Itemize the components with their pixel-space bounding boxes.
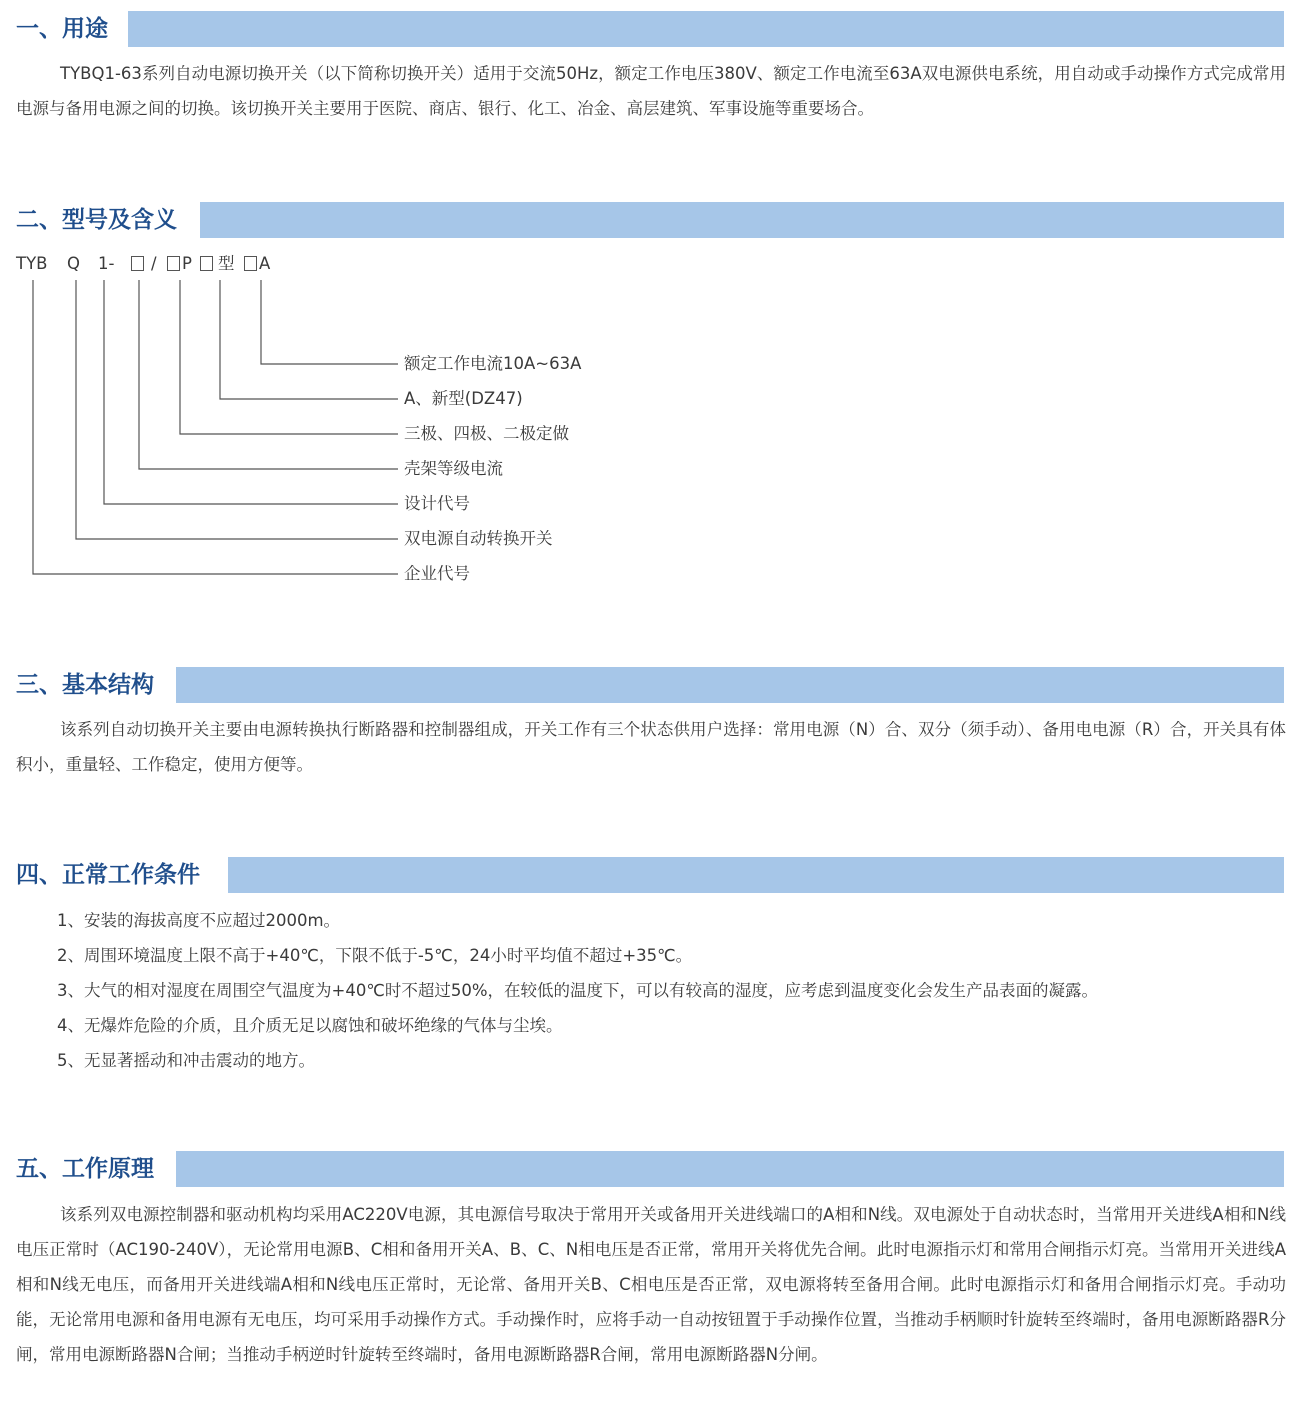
- leader-line-type: [220, 280, 398, 399]
- legend-poles: 三极、四极、二极定做: [404, 424, 569, 443]
- legend-shell: 壳架等级电流: [404, 459, 503, 478]
- list-item: 4、无爆炸危险的介质，且介质无足以腐蚀和破坏绝缘的气体与尘埃。: [57, 1016, 563, 1035]
- section-title: 二、型号及含义: [16, 202, 185, 238]
- list-item: 3、大气的相对湿度在周围空气温度为+40℃时不超过50%，在较低的温度下，可以有较高的湿度，应考虑到温度变化会发生产品表面的凝露。: [57, 981, 1099, 1000]
- leader-line-switch: [76, 280, 398, 539]
- legend-switch: 双电源自动转换开关: [404, 529, 553, 548]
- section-title: 三、基本结构: [16, 667, 162, 703]
- section-header-structure: [0, 667, 1300, 703]
- code-part-p: P: [182, 254, 192, 273]
- list-item: 2、周围环境温度上限不高于+40℃，下限不低于-5℃，24小时平均值不超过+35℃。: [57, 946, 693, 965]
- section-bar: [228, 857, 1284, 893]
- section-header-conditions: [0, 857, 1300, 893]
- list-item: 1、安装的海拔高度不应超过2000m。: [57, 911, 341, 930]
- code-part-1: 1-: [98, 254, 115, 273]
- legend-company: 企业代号: [404, 564, 470, 583]
- usage-paragraph: TYBQ1-63系列自动电源切换开关（以下简称切换开关）适用于交流50Hz，额定工作电压380V、额定工作电流至63A双电源供电系统，用自动或手动操作方式完成常用电源与备用电源之间的切换。该切换开关主要用于医院、商店、银行、化工、冶金、高层建筑、军事设施等重要场合。: [16, 64, 1286, 118]
- legend-type: A、新型(DZ47): [404, 389, 523, 408]
- list-item: 5、无显著摇动和冲击震动的地方。: [57, 1051, 315, 1070]
- code-part-slash: /: [151, 254, 157, 273]
- section-title: 四、正常工作条件: [16, 857, 208, 893]
- structure-paragraph: 该系列自动切换开关主要由电源转换执行断路器和控制器组成，开关工作有三个状态供用户选择：常用电源（N）合、双分（须手动）、备用电电源（R）合，开关具有体积小，重量轻、工作稳定，使用方便等。: [16, 720, 1286, 774]
- code-part-a: A: [259, 254, 271, 273]
- model-diagram-lines: [0, 0, 1300, 600]
- legend-design: 设计代号: [404, 494, 470, 513]
- code-part-type: 型: [218, 254, 235, 273]
- leader-line-poles: [180, 280, 398, 434]
- section-title: 一、用途: [16, 11, 116, 47]
- leader-line-current: [261, 280, 398, 364]
- section-bar: [176, 667, 1284, 703]
- section-title: 五、工作原理: [16, 1151, 162, 1187]
- code-part-tyb: TYB: [16, 254, 48, 273]
- leader-line-design: [104, 280, 398, 504]
- principle-paragraph: 该系列双电源控制器和驱动机构均采用AC220V电源，其电源信号取决于常用开关或备用开关进线端口的A相和N线。双电源处于自动状态时，当常用开关进线A相和N线电压正常时（AC190-240V），无论常用电源B、C相和备用开关A、B、C、N相电压是否正常，常用开关将优先合闸。此时电源指示灯和常用合闸指示灯亮。当常用开关进线A相和N线无电压，而备用开关进线端A相和N线电压正常时，无论常、备用开关B、C相电压是否正常，双电源将转至备用合闸。此时电源指示灯和备用合闸指示灯亮。手动功能，无论常用电源和备用电源有无电压，均可采用手动操作方式。手动操作时，应将手动一自动按钮置于手动操作位置，当推动手柄顺时针旋转至终端时，备用电源断路器R分闸，常用电源断路器N合闸；当推动手柄逆时针旋转至终端时，备用电源断路器R合闸，常用电源断路器N分闸。: [16, 1205, 1286, 1364]
- section-header-principle: [0, 1151, 1300, 1187]
- conditions-list: [57, 903, 1098, 1078]
- leader-line-company: [33, 280, 398, 574]
- legend-current: 额定工作电流10A~63A: [404, 354, 582, 373]
- leader-line-shell: [139, 280, 398, 469]
- section-bar: [176, 1151, 1284, 1187]
- code-part-q: Q: [67, 254, 80, 273]
